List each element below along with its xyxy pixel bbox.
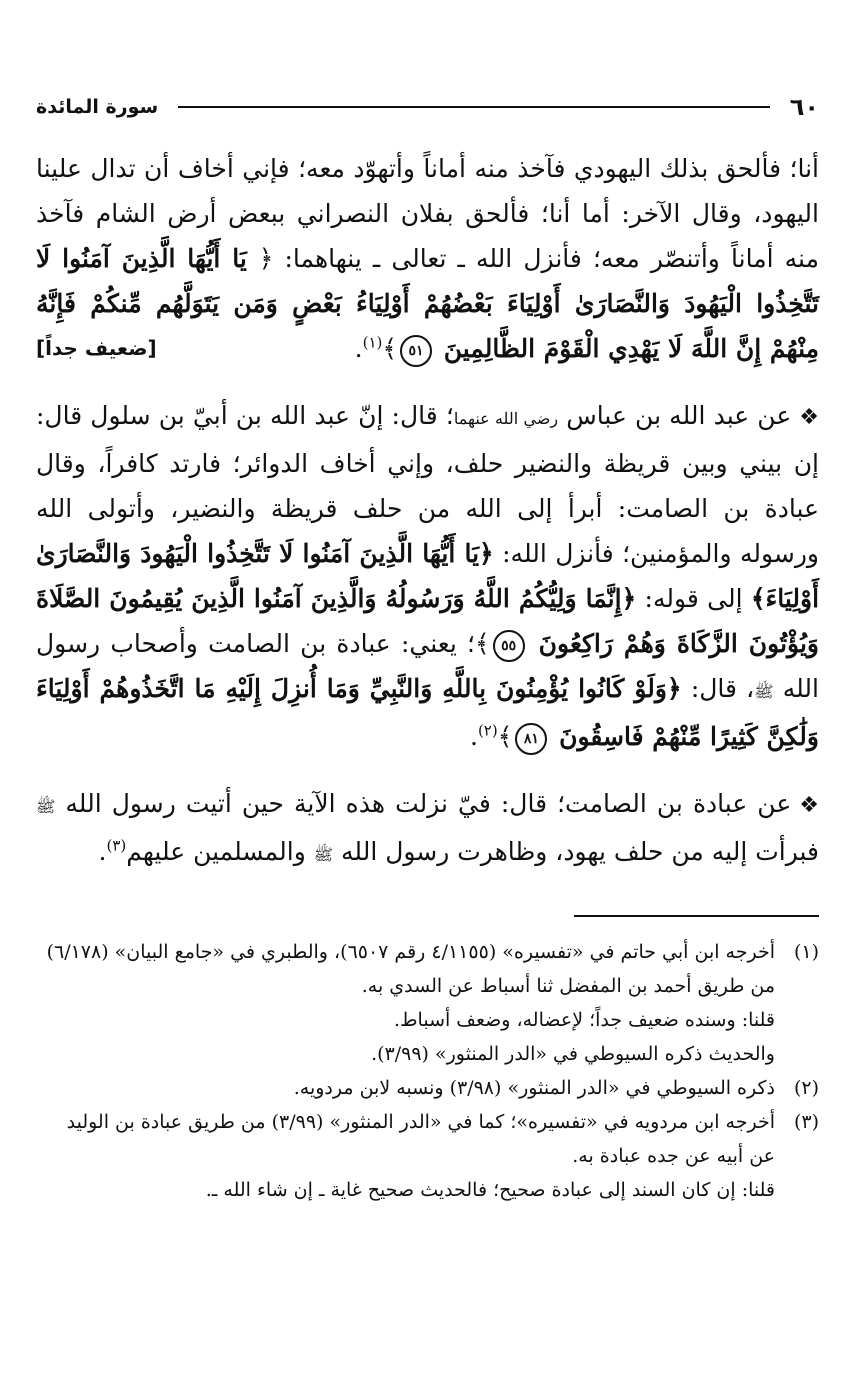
footnote-number: (٢) (793, 1077, 819, 1099)
narration-text: ؛ قال: إنّ عبد الله بن أبيّ بن سلول قال: إن بيني وبين قريظة والنضير حلف، وإني أخاف الدوائر؛ فارتد كافراً، وقال عبادة بن الصامت: أبرأ إلى الله من حلف قريظة والنضير، وأتولى الله ورسوله والمؤمنين؛ فأنزل الله: (36, 401, 819, 568)
ayah-number-marker: ٥٥ (493, 630, 525, 662)
paragraph-3 (36, 781, 819, 877)
footnote-body (36, 935, 775, 1071)
narration-text-2: إلى قوله: (644, 584, 743, 613)
footnote-1 (36, 935, 819, 1071)
footnote-body (36, 1071, 775, 1105)
salawat-symbol: ﷺ (313, 845, 334, 864)
footnote-ref-2: (٢) (477, 721, 498, 740)
ayah-number-marker: ٨١ (515, 723, 547, 755)
verse-text: يَا أَيُّهَا الَّذِينَ آمَنُوا لَا تَتَّخِذُوا الْيَهُودَ وَالنَّصَارَىٰ أَوْلِيَاءَ بَعْضُهُمْ أَوْلِيَاءُ بَعْضٍ وَمَن يَتَوَلَّهُم مِّنكُمْ فَإِنَّهُ مِنْهُمْ إِنَّ اللَّهَ لَا يَهْدِي الْقَوْمَ الظَّالِمِينَ (36, 244, 819, 363)
verse-text: ﴿إِنَّمَا وَلِيُّكُمُ اللَّهُ وَرَسُولُهُ وَالَّذِينَ آمَنُوا الَّذِينَ يُقِيمُونَ الصَّلَاةَ وَيُؤْتُونَ الزَّكَاةَ وَهُمْ رَاكِعُونَ (36, 584, 819, 658)
salawat-symbol: ﷺ (36, 797, 56, 816)
footnote-ref-3: (٣) (106, 836, 127, 855)
footnote-2 (36, 1071, 819, 1105)
footnote-number: (٣) (793, 1111, 819, 1133)
footnote-separator (574, 915, 819, 917)
hadith-grade: [ضعيف جداً] (36, 336, 157, 360)
paragraph-2 (36, 393, 819, 759)
ayah-number-marker: ٥١ (400, 335, 432, 367)
surah-title: سورة المائدة (36, 96, 159, 118)
footnote-line: ذكره السيوطي في «الدر المنثور» (٣/٩٨) ونسبه لابن مردويه. (293, 1077, 775, 1099)
verse-text: ﴿وَلَوْ كَانُوا يُؤْمِنُونَ بِاللَّهِ وَالنَّبِيِّ وَمَا أُنزِلَ إِلَيْهِ مَا اتَّخَذُوهُمْ أَوْلِيَاءَ وَلَٰكِنَّ كَثِيرًا مِّنْهُمْ فَاسِقُونَ (36, 674, 819, 751)
footnote-line: قلنا: وسنده ضعيف جداً؛ لإعضاله، وضعف أسباط. (393, 1009, 775, 1031)
footnote-body (36, 1105, 775, 1207)
paragraph-1-text: أنا؛ فألحق بذلك اليهودي فآخذ منه أماناً وأتهوّد معه؛ فإني أخاف أن تدال علينا اليهود، وقال الآخر: أما أنا؛ فألحق بفلان النصراني ببعض أرض الشام فآخذ منه أماناً وأتنصّر معه؛ فأنزل الله ـ تعالى ـ ينهاهما: (36, 154, 819, 273)
paragraph-1 (36, 146, 819, 371)
footnote-3 (36, 1105, 819, 1207)
narration-text-4: ، قال: (690, 674, 755, 703)
footnote-line: قلنا: إن كان السند إلى عبادة صحيح؛ فالحديث صحيح غاية ـ إن شاء الله ـ. (205, 1179, 775, 1201)
footnote-line: أخرجه ابن مردويه في «تفسيره»؛ كما في «الدر المنثور» (٣/٩٩) من طريق عبادة بن الوليد عن أبيه عن جده عبادة به. (66, 1111, 775, 1167)
close-bracket: ﴾ (497, 722, 513, 751)
footnotes (36, 935, 819, 1207)
page-number: ٦٠ (789, 93, 819, 121)
quran-verse-51-excerpt: ﴿يَا أَيُّهَا الَّذِينَ آمَنُوا لَا تَتَّخِذُوا الْيَهُودَ وَالنَّصَارَىٰ أَوْلِيَاءَ﴾ (36, 539, 820, 613)
footnote-ref-1: (١) (362, 333, 383, 352)
salawat-symbol: ﷺ (754, 682, 774, 701)
main-text (36, 146, 819, 877)
page-header (36, 90, 819, 124)
header-rule (178, 106, 769, 108)
sentence-end: . (469, 722, 478, 751)
sentence-end: . (98, 837, 107, 866)
footnote-line: أخرجه ابن أبي حاتم في «تفسيره» (٤/١١٥٥ رقم ٦٥٠٧)، والطبري في «جامع البيان» (٦/١٧٨) من طريق أحمد بن المفضل ثنا أسباط عن السدي به. (46, 941, 775, 997)
sentence-end: . (354, 334, 363, 363)
honorific-text: رضي الله عنهما (453, 409, 559, 428)
close-bracket: ﴾ (382, 334, 398, 363)
narration-text-2: فبرأت إليه من حلف يهود، وظاهرت رسول الله (341, 837, 819, 866)
narration-text: عن عبادة بن الصامت؛ قال: فيّ نزلت هذه الآية حين أتيت رسول الله (65, 789, 792, 818)
footnote-line: والحديث ذكره السيوطي في «الدر المنثور» (٣/٩٩). (371, 1043, 775, 1065)
footnote-number: (١) (793, 941, 819, 963)
bullet-diamond-icon: ❖ (799, 793, 819, 818)
narration-intro: عن عبد الله بن عباس (566, 401, 792, 430)
bullet-diamond-icon: ❖ (799, 405, 819, 430)
close-bracket: ﴾ (475, 629, 490, 658)
narration-text-3: ؛ يعني: عبادة بن الصامت وأصحاب رسول الله (36, 629, 819, 703)
narration-text-3: والمسلمين عليهم (126, 837, 306, 866)
open-bracket: ﴿ (258, 244, 274, 273)
